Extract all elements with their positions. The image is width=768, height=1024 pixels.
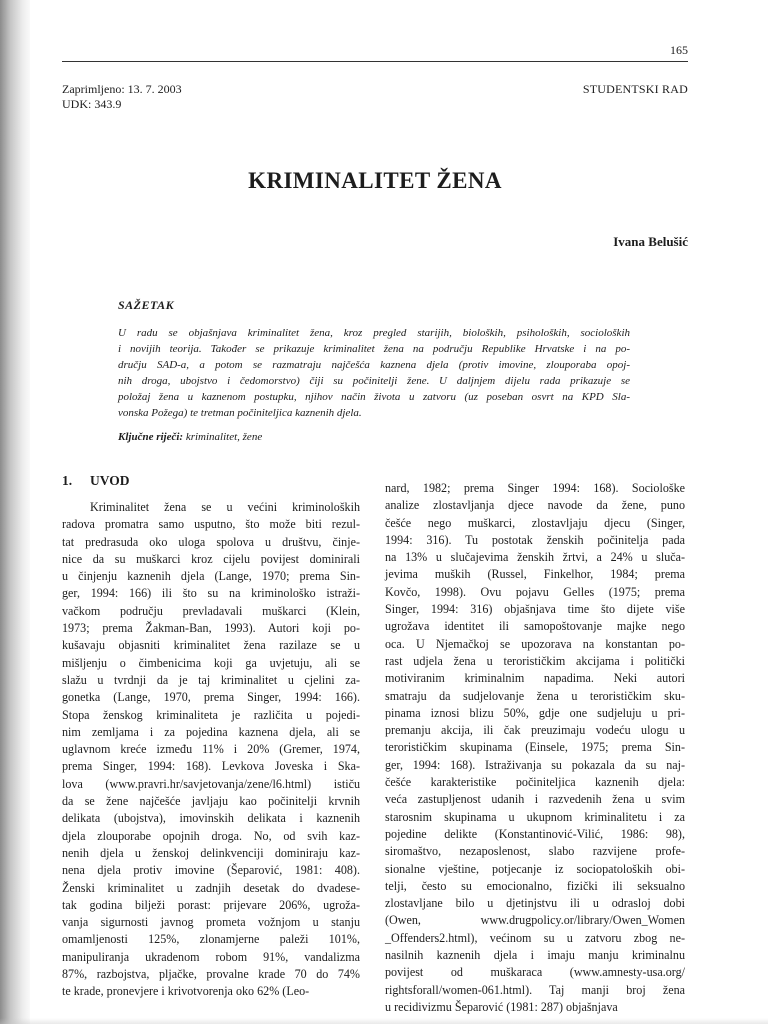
- abstract-heading: SAŽETAK: [118, 298, 175, 312]
- udk-code: UDK: 343.9: [62, 97, 122, 111]
- body-text-line: ger, 1994: 168). Istraživanja su pokazala da su naj-: [385, 757, 685, 772]
- body-text-line: (Owen, www.drugpolicy.or/library/Owen_Women: [385, 913, 685, 928]
- body-text-line: nasilnih kaznenih djela i imaju manju kriminalnu: [385, 948, 685, 963]
- abstract-line: vonska Požega) te tretman počiniteljica kaznenih djela.: [118, 407, 362, 419]
- body-text-line: djela zlouporabe opojnih droga. No, od svih kaz-: [62, 828, 360, 843]
- body-text-line: omamljenosti 125%, zlonamjerne paleži 101%,: [62, 932, 360, 947]
- body-text-line: vanja sigurnosti javnog prometa vožnjom u stanju: [62, 915, 360, 930]
- body-text-line: Ženski kriminalitet u zadnjih desetak do dvadese-: [62, 880, 360, 895]
- body-text-line: 87%, razbojstva, pljačke, provalne krade 70 do 74%: [62, 967, 360, 982]
- abstract-line: nih droga, ubojstvo i čedomorstvo) čiji su počinitelji žene. U daljnjem dijelu rada prikazuje se: [118, 375, 630, 387]
- body-text-line: prema Singer, 1994: 168). Levkova Joveska i Ska-: [62, 759, 360, 774]
- article-meta: [62, 82, 182, 112]
- body-text-line: češće karakteristike počiniteljica kaznenih djela:: [385, 775, 685, 790]
- body-text-line: vačkom području prevladavali muškarci (Klein,: [62, 603, 360, 618]
- body-text-line: kušavaju objasniti kriminalitet žena razilaze se u: [62, 638, 360, 653]
- body-text-line: u recidivizmu Šeparović (1981: 287) objašnjava: [385, 999, 618, 1014]
- body-text-line: češće nego muškarci, zlostavljaju djecu (Singer,: [385, 515, 685, 530]
- body-text-line: 1973; prema Žakman-Ban, 1993). Autori koji po-: [62, 621, 360, 636]
- header-rule: [62, 61, 688, 62]
- body-text-line: u činjenju kaznenih djela (Lange, 1970; prema Sin-: [62, 569, 360, 584]
- body-text-line: terorističkim skupinama (Einsele, 1975; prema Sin-: [385, 740, 685, 755]
- body-text-line: uglavnom kreće između 11% i 20% (Gremer, 1974,: [62, 742, 360, 757]
- body-text-line: mišljenju o čimbenicima koji ga uvjetuju, ali se: [62, 655, 360, 670]
- body-text-line: Kriminalitet žena se u većini kriminoloških: [90, 500, 360, 514]
- body-text-line: nice da su muškarci kroz cijelu povijest dominirali: [62, 551, 360, 566]
- abstract-text: [118, 325, 630, 421]
- body-text-line: pinama iznosi blizu 50%, gdje one sudjeluju u pri-: [385, 705, 685, 720]
- body-text-line: manipuliranja ukradenom robom 91%, vandalizma: [62, 949, 360, 964]
- body-text-line: tat predrasuda oko uloga spolova u društvu, činje-: [62, 534, 360, 549]
- body-text-line: tak godina bilježi porast: prijevare 206%, ugroža-: [62, 897, 360, 912]
- body-text-line: veća zastupljenost udanih i razvedenih žena u svim: [385, 792, 685, 807]
- body-text-line: lova (www.pravri.hr/savjetovanja/zene/l6.html) ističu: [62, 776, 360, 791]
- body-text-line: 1994: 316). Tu postotak ženskih počinitelja pada: [385, 532, 685, 547]
- keywords: [118, 431, 262, 443]
- section-number: 1.: [62, 473, 73, 488]
- abstract-line: i novijih teorija. Također se prikazuje kriminalitet žena na području Republike Hrvatske i na po-: [118, 343, 630, 355]
- abstract-line: dručju SAD-a, a potom se razmatraju najčešća kaznena djela (protiv imovine, zlouporaba opoj-: [118, 359, 630, 371]
- section-title: UVOD: [90, 473, 130, 488]
- body-text-line: analize zlostavljanja djece navode da žene, puno: [385, 498, 685, 513]
- body-text-line: Kovčo, 1998). Ovu pojavu Gelles (1975; prema: [385, 584, 685, 599]
- section-heading: [62, 473, 129, 489]
- body-text-line: _Offenders2.html), većinom su u zatvoru zbog ne-: [385, 930, 685, 945]
- section-label: STUDENTSKI RAD: [582, 82, 688, 96]
- body-text-line: slažu u tvrdnji da je taj kriminalitet u cjelini za-: [62, 672, 360, 687]
- abstract-line: položaj žena u kaznenom postupku, njihov način života u zatvoru (uz poseban osvrt na KPD Sla-: [118, 391, 630, 403]
- article-title: KRIMINALITET ŽENA: [248, 168, 502, 193]
- body-text-line: premanju akcija, ili čak preuzimaju vodeću ulogu u: [385, 723, 685, 738]
- body-text-line: rightsforall/women-061.html). Taj manji broj žena: [385, 982, 685, 997]
- body-text-line: sionalne vještine, potjecanje iz sociopatoloških obi-: [385, 861, 685, 876]
- body-column-right: [385, 480, 685, 1016]
- body-text-line: jevima muških (Russel, Finkelhor, 1984; prema: [385, 567, 685, 582]
- body-text-line: zlostavljane bilo u djetinjstvu ili u odrasloj dobi: [385, 896, 685, 911]
- body-text-line: radova promatra samo usputno, što može biti rezul-: [62, 517, 360, 532]
- body-text-line: ugrožava identitet ili samopoštovanje majke nego: [385, 619, 685, 634]
- body-text-line: povijest od muškaraca (www.amnesty-usa.org/: [385, 965, 685, 980]
- body-text-line: nena djela protiv imovine (Šeparović, 1981: 408).: [62, 863, 360, 878]
- book-spine-shadow: [0, 0, 30, 1024]
- keywords-label: Ključne riječi:: [118, 431, 184, 443]
- body-text-line: ger, 1994: 166) ili što su na kriminološko istraži-: [62, 586, 360, 601]
- body-text-line: nard, 1982; prema Singer 1994: 168). Sociološke: [385, 481, 685, 495]
- page-bottom-shadow: [0, 1018, 768, 1024]
- body-text-line: nim zemljama i za pojedina kaznena djela, ali se: [62, 724, 360, 739]
- body-text-line: delikata (ubojstva), imovinskih delikata i kaznenih: [62, 811, 360, 826]
- body-text-line: pojedine delikte (Konstantinović-Vilić, 1986: 98),: [385, 826, 685, 841]
- article-author: Ivana Belušić: [613, 234, 688, 249]
- body-text-line: Singer, 1994: 316) objašnjava time što dijete više: [385, 602, 685, 617]
- abstract-line: U radu se objašnjava kriminalitet žena, kroz pregled starijih, bioloških, psiholoških, socioloških: [118, 327, 630, 339]
- body-text-line: nenih djela u ženskoj delinkvenciji dominiraju kaz-: [62, 845, 360, 860]
- body-text-line: rast udjela žena u terorističkim akcijama i politički: [385, 653, 685, 668]
- body-text-line: na 13% u slučajevima ženskih žrtvi, a 24% u sluča-: [385, 550, 685, 565]
- keywords-value: kriminalitet, žene: [185, 431, 263, 443]
- received-date: Zaprimljeno: 13. 7. 2003: [62, 82, 182, 96]
- page-number: 165: [670, 43, 688, 57]
- body-text-line: te krade, pronevjere i krivotvorenja oko 62% (Leo-: [62, 984, 310, 999]
- body-text-line: da se žene najčešće javljaju kao počinitelji krvnih: [62, 794, 360, 809]
- body-text-line: starosnim skupinama u ukupnom kriminalitetu i za: [385, 809, 685, 824]
- body-text-line: motiviranim kriminalnim napadima. Neki autori: [385, 671, 685, 686]
- body-text-line: Stopa ženskog kriminaliteta je različita u pojedi-: [62, 707, 360, 722]
- body-text-line: oca. U Njemačkoj se upozorava na konstantan po-: [385, 636, 685, 651]
- body-text-line: smatraju da sudjelovanje žena u terorističkim sku-: [385, 688, 685, 703]
- body-text-line: telji, često su emocionalno, fizički ili seksualno: [385, 878, 685, 893]
- body-text-line: siromaštvo, nezaposlenost, slabo razvijene profe-: [385, 844, 685, 859]
- body-text-line: gonetka (Lange, 1970, prema Singer, 1994: 166).: [62, 690, 360, 705]
- body-column-left: [62, 499, 360, 1001]
